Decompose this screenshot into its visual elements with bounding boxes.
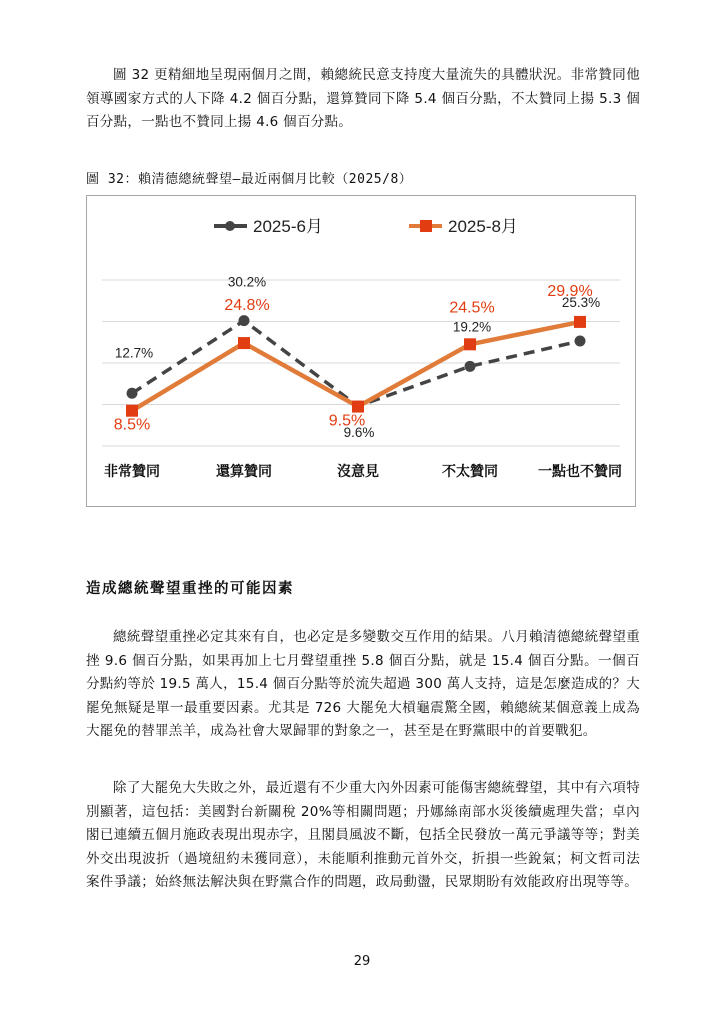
data-label-jun-0: 12.7%: [114, 345, 154, 361]
series-line-aug: [132, 322, 580, 411]
marker-jun-4: [575, 336, 586, 347]
x-axis-labels: [104, 463, 622, 480]
data-label-aug-1: 24.8%: [224, 297, 270, 315]
data-label-jun-4: 25.3%: [561, 295, 601, 311]
marker-aug-0: [126, 405, 138, 417]
legend-marker-aug: [420, 220, 432, 232]
x-label-1: 還算贊同: [216, 464, 272, 480]
chart-frame: [86, 195, 636, 507]
data-label-jun-1: 30.2%: [227, 274, 267, 290]
data-label-aug-3: 24.5%: [449, 299, 495, 317]
marker-aug-1: [238, 337, 250, 349]
x-label-0: 非常贊同: [104, 464, 160, 480]
figure-caption: 圖 32：賴清德總統聲望—最近兩個月比較（2025/8）: [86, 172, 413, 187]
data-label-aug-0: 8.5%: [113, 416, 151, 434]
marker-jun-0: [127, 388, 138, 399]
legend-label-jun: 2025-6月: [253, 217, 323, 236]
x-label-4: 一點也不贊同: [538, 464, 622, 480]
section-heading: 造成總統聲望重挫的可能因素: [86, 581, 294, 597]
marker-jun-3: [465, 361, 476, 372]
data-label-jun-3: 19.2%: [452, 319, 492, 335]
page-number: 29: [353, 954, 371, 969]
intro-paragraph: 圖 32 更精細地呈現兩個月之間，賴總統民意支持度大量流失的具體狀況。非常贊同他領導國家方式的人下降 4.2 個百分點，還算贊同下降 5.4 個百分點，不太贊同上揚 5.3 個百分點，一點也不贊同上揚 4.6 個百分點。: [86, 67, 640, 130]
marker-jun-1: [239, 315, 250, 326]
legend-label-aug: 2025-8月: [448, 217, 518, 236]
legend: [214, 217, 518, 236]
marker-aug-3: [464, 338, 476, 350]
x-label-3: 不太贊同: [442, 464, 498, 480]
legend-marker-jun: [225, 221, 235, 231]
data-label-aug-2: 9.5%: [328, 412, 366, 430]
body-paragraph-2: 除了大罷免大失敗之外，最近還有不少重大內外因素可能傷害總統聲望，其中有六項特別顯著，這包括：美國對台新關稅 20%等相關問題；丹娜絲南部水災後續處理失當；卓內閣已連續五個月施政表現出現赤字，且閣員風波不斷，包括全民發放一萬元爭議等等；對美外交出現波折（過境紐約未獲同意），未能順利推動元首外交，折損一些銳氣；柯文哲司法案件爭議；始終無法解決與在野黨合作的問題，政局動盪，民眾期盼有效能政府出現等等。: [86, 780, 640, 890]
marker-aug-4: [574, 316, 586, 328]
x-label-2: 沒意見: [337, 464, 379, 480]
marker-aug-2: [352, 401, 364, 413]
data-label-aug-4: 29.9%: [547, 282, 593, 300]
body-paragraph-1: 總統聲望重挫必定其來有自，也必定是多變數交互作用的結果。八月賴清德總統聲望重挫 9.6 個百分點，如果再加上七月聲望重挫 5.8 個百分點，就是 15.4 個百分點。一個百分點約等於 19.5 萬人，15.4 個百分點等於流失超過 300 萬人支持，這是怎麼造成的？大罷免無疑是單一最重要因素。尤其是 726 大罷免大槓龜震驚全國，賴總統某個意義上成為大罷免的替罪羔羊，成為社會大眾歸罪的對象之一，甚至是在野黨眼中的首要戰犯。: [86, 629, 640, 739]
data-label-jun-2: 9.6%: [343, 425, 375, 441]
line-chart: [87, 196, 635, 506]
